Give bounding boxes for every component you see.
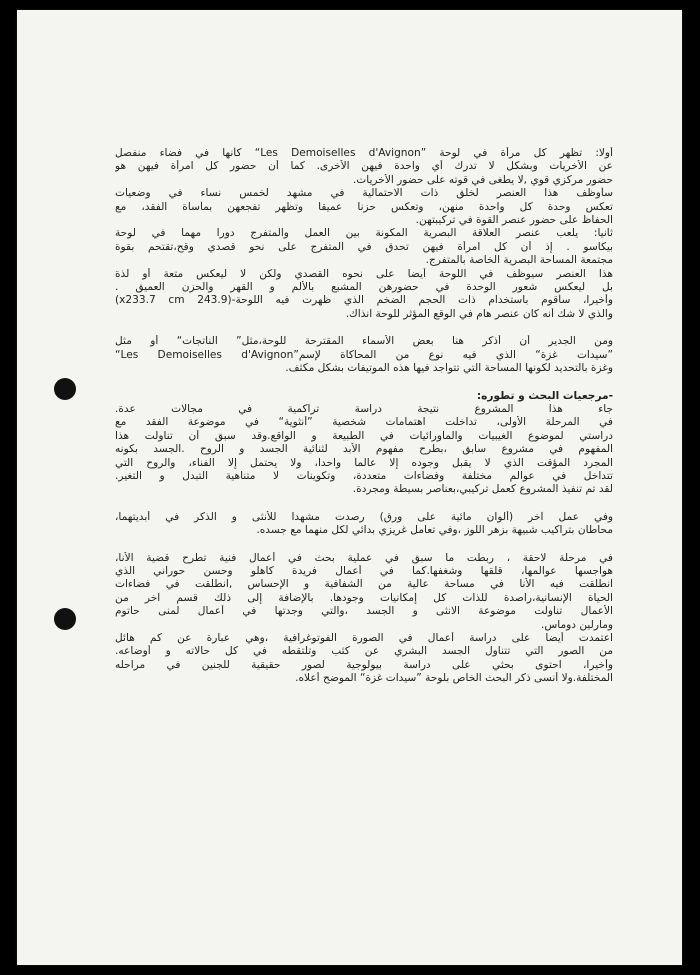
text-line: الحفاظ على حضور عنصر القوة في تركيبتهن. xyxy=(415,214,613,227)
paragraph xyxy=(115,335,613,375)
paragraph-gap xyxy=(115,497,613,511)
text-line: ”سيدات غزة“ الذي فيه نوع من المحاكاة لإسم”Les Demoiselles d'Avignon“ xyxy=(115,348,613,361)
text-line: بل ليعكس شعور الوحدة في حضورهن المشبع بالألم و القهر والحزن العميق . xyxy=(115,281,613,294)
section-heading xyxy=(115,390,613,403)
text-line: الأعمال تناولت موضوعة الانثى و الجسد ،والتي وجدتها في أعمال لمنى حاتوم xyxy=(115,605,613,618)
text-line: انطلقت فيه الأنا في مساحة عالية من الشفافية و الإحساس ,انطلقت في فضاءات xyxy=(115,578,613,591)
document-body xyxy=(115,147,613,797)
paragraph-gap xyxy=(115,538,613,552)
text-line: في مرحلة لاحقة ، ربطت ما سبق في عملية بحث في أعمال فنية تطرح قضية الأنا، xyxy=(115,551,613,564)
paragraph xyxy=(115,632,613,686)
text-line: المفهوم في مشروع سابق ،بطرح مفهوم الأبد لثنائية الجسد و الروح .الجسد بكونه xyxy=(115,443,613,456)
text-line: اعتمدت أيضا على دراسة أعمال في الصورة الفوتوغرافية ،وهي عبارة عن كم هائل xyxy=(115,632,613,644)
text-line: بيكاسو . إذ أن كل امرأة فيهن تحدق في المتفرج على نحو قصدي وقح،تقتحم بقوة xyxy=(115,240,613,253)
text-line: هواجسها عوالمها، قلقها وشغفها.كما في أعمال فريدة كاهلو وحسن حوراني الذي xyxy=(115,564,613,577)
text-line: -مرجعيات البحث و تطوره: xyxy=(476,389,613,402)
text-line: هذا العنصر سيوظف في اللوحة أيضا على نحوه القصدي ولكن لا ليعكس متعة أو لذة xyxy=(115,267,613,280)
text-line: وأخيرا، سأقوم باستخدام ذات الحجم الضخم الذي ظهرت فيه اللوحة-(243.9 x233.7 cm) xyxy=(115,294,613,307)
text-line: وأخيرا، احتوى بحثي على دراسة بيولوجية لصور حقيقية للجنين في مراحله xyxy=(115,658,613,671)
paragraph xyxy=(115,147,613,187)
text-line: الحياة الإنسانية،راصدة للذات كل إمكانيات وجودها. بالإضافة إلى ذلك قسم آخر من xyxy=(115,591,613,604)
text-line: جاء هذا المشروع نتيجة دراسة تراكمية في مجالات عدة. xyxy=(115,402,613,415)
paragraph-gap xyxy=(115,376,613,390)
paragraph xyxy=(115,187,613,227)
text-line: المجرد المؤقت الذي لا يقبل وجوده إلا عالماً واحداً، ولا يحتمل إلا الفناء، والروح التي xyxy=(115,456,613,469)
text-line: تتداخل في عوالم مختلفة وفضاءات متعددة، وتكوينات لا متناهية التبدل و التغير. xyxy=(115,469,613,482)
text-line: في المرحلة الأولى، تداخلت اهتمامات شخصية ”أنثوية“ في موضوعة الفقد مع xyxy=(115,416,613,429)
text-line: وفي عمل آخر (ألوان مائية على ورق) رصدت مشهدا للأنثى و الذكر في أبديتهما، xyxy=(115,510,613,523)
text-line: من الصور التي تتناول الجسد البشري عن كثب وتلتقطه في كل حالاته و أوضاعه. xyxy=(115,645,613,658)
text-line: تعكس وحدة كل واحدة منهن، وتعكس حزنا عميقا وتظهر تفجعهن بمأساة الفقد، مع xyxy=(115,200,613,213)
paper-sheet xyxy=(17,10,682,965)
text-line: وغزة بالتحديد لكونها المساحة التي تتواجد فيها هذه الموتيفات بشكل مكثف. xyxy=(285,362,613,375)
paragraph xyxy=(115,403,613,497)
paragraph-gap xyxy=(115,321,613,335)
paragraph xyxy=(115,511,613,538)
text-line: لقد تم تنفيذ المشروع كعمل تركيبي،بعناصر بسيطة ومجردة. xyxy=(352,483,613,496)
paragraph xyxy=(115,227,613,267)
text-line: والذي لا شك أنه كان عنصر هام في الوقع المؤثر للوحة آنذاك. xyxy=(345,307,613,320)
text-line: عن الأخريات وبشكل لا تدرك أي واحدة فيهن الأخرى. كما أن حضور كل امرأة فيهن هو xyxy=(115,160,613,173)
paragraph xyxy=(115,552,613,632)
text-line: ومن الجدير أن أذكر هنا بعض الأسماء المقترحة للوحة،مثل” الناتجات“ أو مثل xyxy=(115,335,613,348)
punch-hole xyxy=(54,608,76,630)
text-line: دراستي لموضوع الغيبيات والماورائيات في الطبيعة و الواقع.وقد سبق أن تناولت هذا xyxy=(115,429,613,442)
text-line: ثانيا: يلعب عنصر العلاقة البصرية المكونة بين العمل والمتفرج دورا مهما في لوحة xyxy=(115,227,613,240)
text-line: مجتمعة المساحة البصرية الخاصة بالمتفرج. xyxy=(425,254,613,267)
text-line: المختلفة.ولا أنسى ذكر البحث الخاص بلوحة ”سيدات غزة“ الموضح أعلاه. xyxy=(295,672,613,685)
paragraph xyxy=(115,268,613,322)
punch-hole xyxy=(54,378,76,400)
text-line: محاطان بتراكيب شبيهة بزهر اللوز ،وفي تعامل غريزي بدائي لكل منهما مع جسده. xyxy=(256,524,613,537)
text-line: ومارلين دوماس. xyxy=(540,618,613,631)
text-line: سأوظف هذا العنصر لخلق ذات الاحتمالية في مشهد لخمس نساء في وضعيات xyxy=(115,187,613,200)
text-line: حضور مركزي قوي ,لا يطغى في قوته على حضور الأخريات. xyxy=(352,173,613,186)
text-line: أولا: تظهر كل مرأة في لوحة ”Les Demoiselles d'Avignon“ كأنها في فضاء منفصل xyxy=(115,147,613,159)
